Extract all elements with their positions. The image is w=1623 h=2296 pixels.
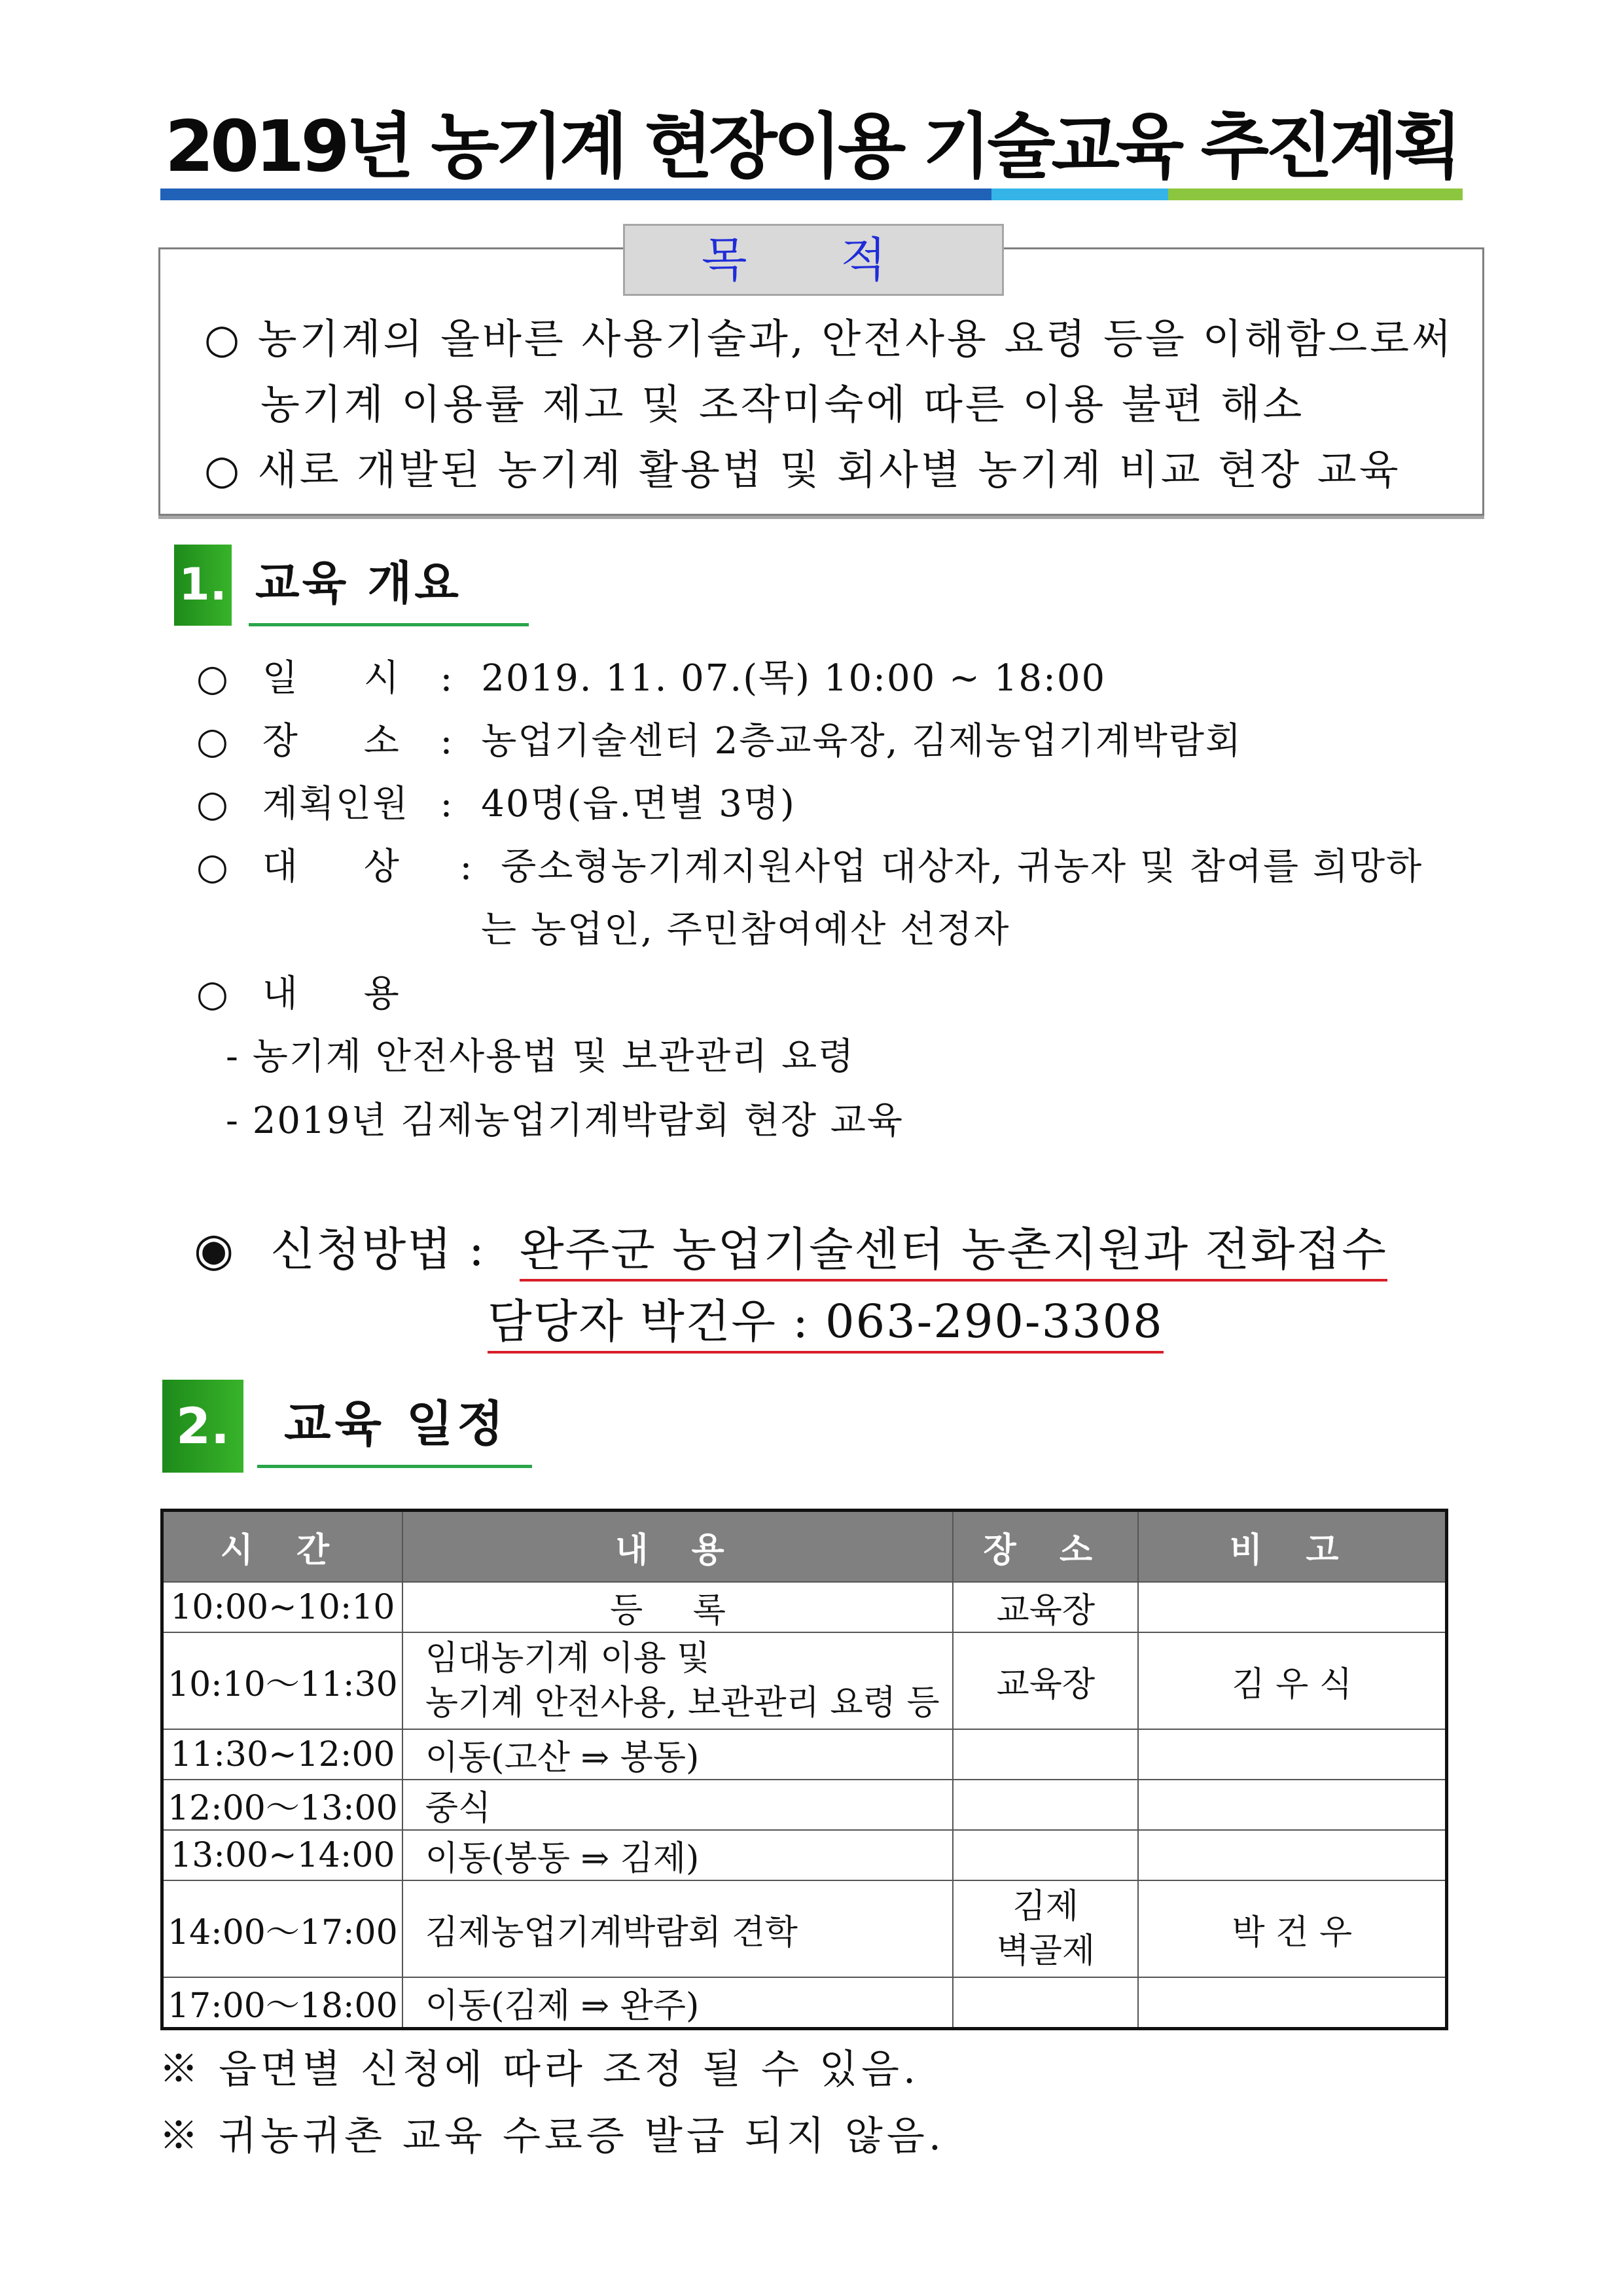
cell-content: 이동(봉동 ⇒ 김제) [402, 1830, 953, 1880]
cell-content: 등 록 [402, 1582, 953, 1632]
header-content: 내 용 [402, 1511, 953, 1583]
header-note: 비 고 [1138, 1511, 1446, 1583]
apply-bullet-icon: ◉ [194, 1223, 236, 1276]
cell-content: 중식 [402, 1780, 953, 1830]
item-value: 농업기술센터 2층교육장, 김제농업기계박람회 [481, 720, 1243, 762]
cell-note [1138, 1977, 1446, 2029]
table-row [162, 1582, 1447, 1632]
table-header-row [162, 1511, 1447, 1583]
header-place: 장 소 [953, 1511, 1138, 1583]
apply-method [194, 1220, 1387, 1279]
bullet: ○ [196, 973, 230, 1015]
overview-item-date [196, 656, 1106, 702]
cell-time: 13:00~14:00 [162, 1830, 402, 1880]
item-label: 내 용 [262, 973, 401, 1015]
overview-item-content [196, 971, 413, 1017]
cell-note [1138, 1780, 1446, 1830]
item-label: 일 시 [262, 657, 401, 700]
table-row [162, 1780, 1447, 1830]
cell-place [953, 1977, 1138, 2029]
table-row [162, 1880, 1447, 1977]
cell-time: 10:00~10:10 [162, 1582, 402, 1632]
item-value: 중소형농기계지원사업 대상자, 귀농자 및 참여를 희망하 [501, 846, 1423, 888]
table-row [162, 1977, 1447, 2029]
item-sep: : [440, 720, 454, 762]
cell-place: 교육장 [953, 1582, 1138, 1632]
cell-time: 12:00～13:00 [162, 1780, 402, 1830]
cell-place [953, 1729, 1138, 1780]
overview-item-target-cont: 는 농업인, 주민참여예산 선정자 [481, 908, 1010, 951]
cell-content: 김제농업기계박람회 견학 [402, 1880, 953, 1977]
bullet: ○ [196, 846, 230, 888]
overview-item-target [196, 844, 1423, 890]
title-bar-green [1168, 188, 1463, 200]
purpose-line-1: ○ 농기계의 올바른 사용기술과, 안전사용 요령 등을 이해함으로써 [204, 315, 1454, 363]
section2-underline [257, 1465, 532, 1468]
item-value: 40명(읍.면별 3명) [481, 783, 796, 825]
title-bar-cyan [991, 188, 1168, 200]
content-item-1: - 농기계 안전사용법 및 보관관리 요령 [226, 1035, 855, 1078]
table-row [162, 1729, 1447, 1780]
cell-note [1138, 1729, 1446, 1780]
cell-content-line-2: 농기계 안전사용, 보관관리 요령 등 [425, 1683, 940, 1723]
table-row [162, 1632, 1447, 1729]
note-2: ※ 귀농귀촌 교육 수료증 발급 되지 않음. [159, 2113, 945, 2159]
note-1: ※ 읍면별 신청에 따라 조정 될 수 있음. [159, 2047, 920, 2092]
cell-time: 11:30~12:00 [162, 1729, 402, 1780]
cell-time: 17:00～18:00 [162, 1977, 402, 2029]
section2-number: 2. [162, 1380, 243, 1473]
cell-note [1138, 1830, 1446, 1880]
item-sep: : [459, 846, 474, 888]
item-value: 2019. 11. 07.(목) 10:00 ~ 18:00 [481, 657, 1107, 700]
bullet: ○ [196, 657, 230, 700]
item-label: 장 소 [262, 720, 401, 762]
purpose-line-2: 농기계 이용률 제고 및 조작미숙에 따른 이용 불편 해소 [260, 380, 1305, 428]
cell-content: 이동(고산 ⇒ 봉동) [402, 1729, 953, 1780]
cell-place [953, 1880, 1138, 1977]
cell-place-line-2: 벽골제 [996, 1931, 1096, 1971]
item-sep: : [440, 657, 454, 700]
cell-content [402, 1632, 953, 1729]
cell-note: 김 우 식 [1138, 1632, 1446, 1729]
section1-number: 1. [174, 545, 232, 626]
section2-title: 교육 일정 [284, 1396, 508, 1452]
cell-time: 14:00～17:00 [162, 1880, 402, 1977]
cell-content-line-1: 임대농기계 이용 및 [425, 1639, 710, 1678]
title-bar-blue [160, 188, 991, 200]
apply-line-1: 완주군 농업기술센터 농촌지원과 전화접수 [520, 1223, 1387, 1282]
cell-place: 교육장 [953, 1632, 1138, 1729]
table-row [162, 1830, 1447, 1880]
bullet: ○ [196, 783, 230, 825]
header-time: 시 간 [162, 1511, 402, 1583]
cell-place [953, 1830, 1138, 1880]
bullet: ○ [196, 720, 230, 762]
section1-title: 교육 개요 [255, 556, 461, 610]
item-label: 대 상 [262, 846, 401, 888]
overview-item-headcount [196, 781, 796, 827]
overview-item-place [196, 719, 1242, 764]
title-underline-bar [160, 188, 1463, 200]
cell-content: 이동(김제 ⇒ 완주) [402, 1977, 953, 2029]
content-item-2: - 2019년 김제농업기계박람회 현장 교육 [226, 1100, 904, 1142]
purpose-line-3: ○ 새로 개발된 농기계 활용법 및 회사별 농기계 비교 현장 교육 [204, 446, 1401, 493]
section1-underline [249, 623, 529, 626]
apply-label: 신청방법 : [270, 1223, 486, 1276]
page-title: 2019년 농기계 현장이용 기술교육 추진계획 [164, 106, 1459, 188]
item-label: 계획인원 [262, 783, 410, 825]
cell-place-line-1: 김제 [1012, 1887, 1079, 1926]
cell-note: 박 건 우 [1138, 1880, 1446, 1977]
cell-place [953, 1780, 1138, 1830]
apply-line-2-wrap [488, 1292, 1164, 1351]
purpose-label: 목 적 [623, 224, 1004, 296]
item-sep: : [440, 783, 454, 825]
schedule-table [160, 1509, 1448, 2030]
cell-time: 10:10～11:30 [162, 1632, 402, 1729]
cell-note [1138, 1582, 1446, 1632]
apply-line-2: 담당자 박건우 : 063-290-3308 [488, 1295, 1164, 1354]
